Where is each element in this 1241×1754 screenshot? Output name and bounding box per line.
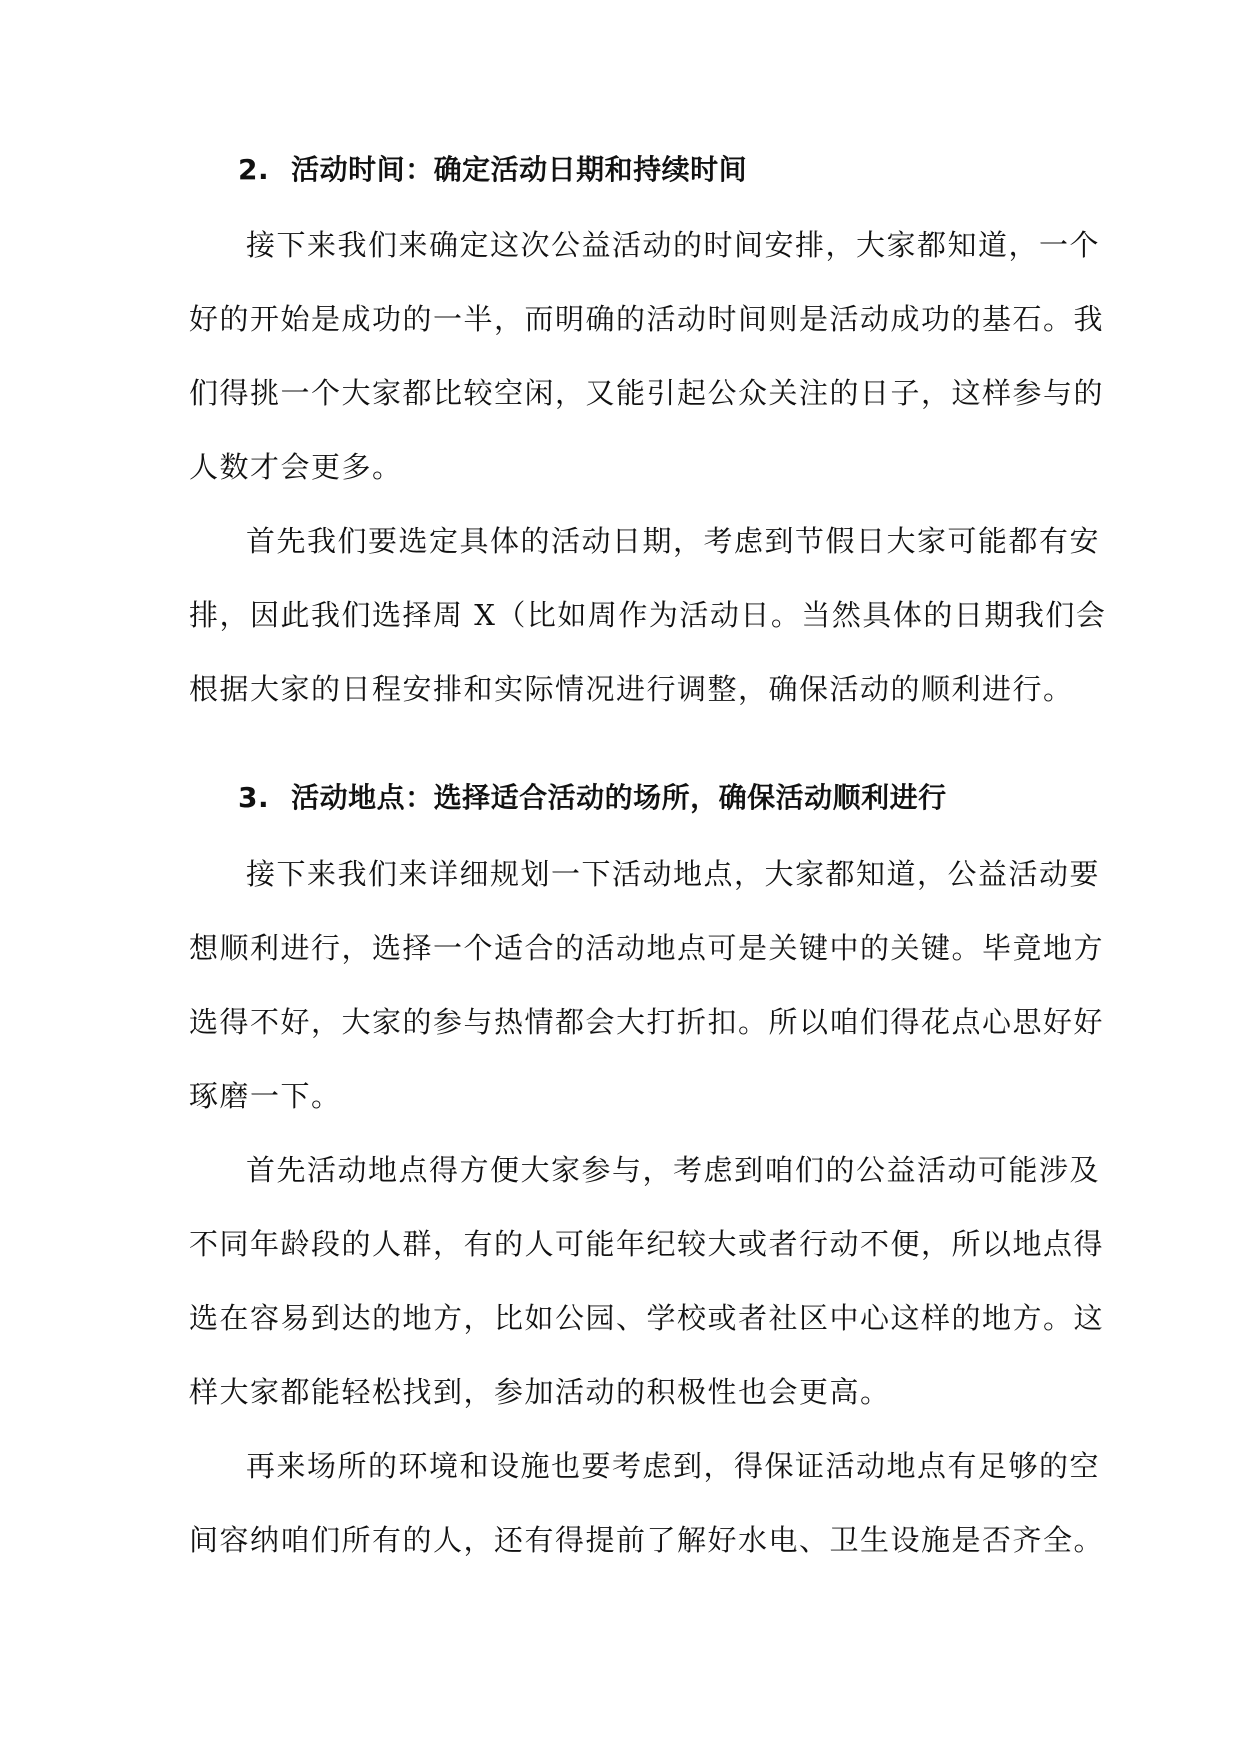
- section-number: 3.: [238, 781, 270, 814]
- section-number: 2.: [238, 153, 270, 186]
- paragraph-line: 人数才会更多。: [189, 450, 403, 484]
- paragraph-line: 样大家都能轻松找到，参加活动的积极性也会更高。: [189, 1375, 891, 1409]
- paragraph-line: 首先我们要选定具体的活动日期，考虑到节假日大家可能都有安: [246, 524, 1101, 558]
- paragraph-line: 琢磨一下。: [189, 1079, 342, 1113]
- paragraph-line: 接下来我们来详细规划一下活动地点，大家都知道，公益活动要: [246, 857, 1101, 891]
- paragraph-line: 接下来我们来确定这次公益活动的时间安排，大家都知道，一个: [246, 228, 1101, 262]
- section-heading: [238, 778, 947, 818]
- paragraph-line: 选在容易到达的地方，比如公园、学校或者社区中心这样的地方。这: [189, 1301, 1105, 1335]
- paragraph-line: 间容纳咱们所有的人，还有得提前了解好水电、卫生设施是否齐全。: [189, 1523, 1105, 1557]
- paragraph-line: 根据大家的日程安排和实际情况进行调整，确保活动的顺利进行。: [189, 672, 1074, 706]
- paragraph-line: 们得挑一个大家都比较空闲，又能引起公众关注的日子，这样参与的: [189, 376, 1105, 410]
- paragraph-line: 选得不好，大家的参与热情都会大打折扣。所以咱们得花点心思好好: [189, 1005, 1105, 1039]
- section-title: 活动时间：确定活动日期和持续时间: [291, 153, 748, 186]
- paragraph-line: 排，因此我们选择周 X（比如周作为活动日。当然具体的日期我们会: [189, 598, 1107, 632]
- section-title: 活动地点：选择适合活动的场所，确保活动顺利进行: [291, 781, 947, 814]
- section-heading: [238, 150, 747, 190]
- paragraph-line: 再来场所的环境和设施也要考虑到，得保证活动地点有足够的空: [246, 1449, 1101, 1483]
- paragraph-line: 不同年龄段的人群，有的人可能年纪较大或者行动不便，所以地点得: [189, 1227, 1105, 1261]
- paragraph-line: 首先活动地点得方便大家参与，考虑到咱们的公益活动可能涉及: [246, 1153, 1101, 1187]
- paragraph-line: 想顺利进行，选择一个适合的活动地点可是关键中的关键。毕竟地方: [189, 931, 1105, 965]
- paragraph-line: 好的开始是成功的一半，而明确的活动时间则是活动成功的基石。我: [189, 302, 1105, 336]
